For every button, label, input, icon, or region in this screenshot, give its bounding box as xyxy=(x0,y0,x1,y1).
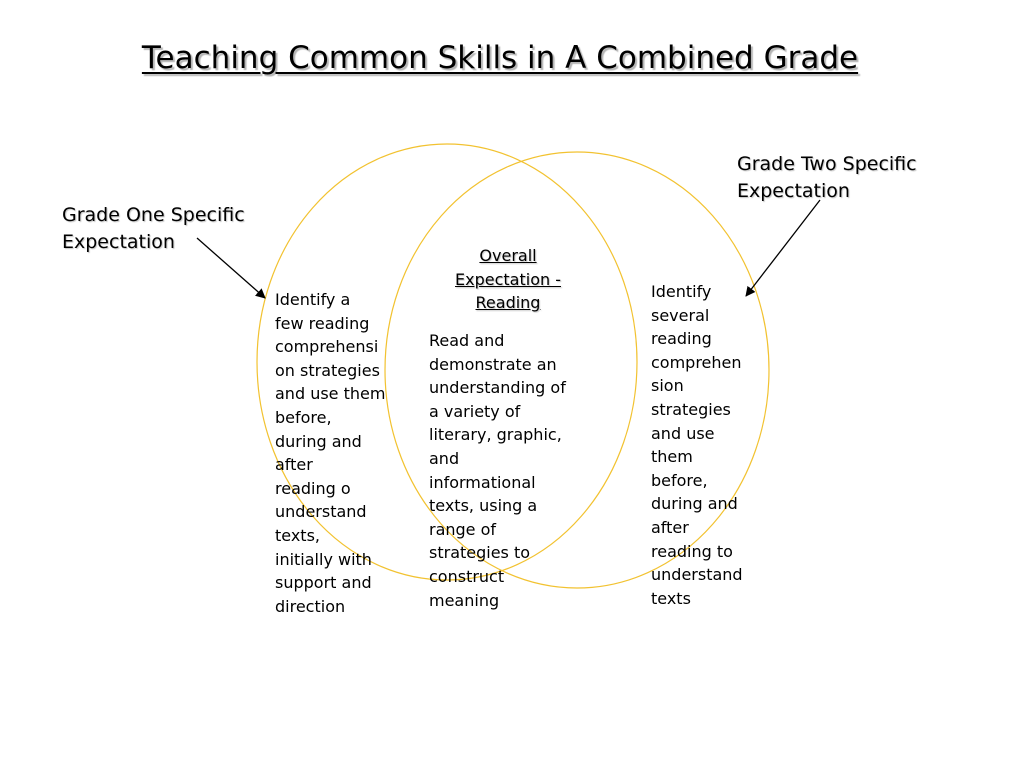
grade-one-label-line: Expectation xyxy=(62,231,175,253)
grade-two-label-line: Expectation xyxy=(737,180,850,202)
grade-two-expectation-text: Identify several reading comprehen sion strategies and use them before, during and after reading to understand texts xyxy=(651,282,743,608)
overall-expectation-heading: Overall Expectation - Reading xyxy=(455,246,561,313)
grade-one-label-line: Grade One Specific xyxy=(62,204,245,226)
grade-two-label-line: Grade Two Specific xyxy=(737,153,917,175)
overall-expectation-text: Read and demonstrate an understanding of a variety of literary, graphic, and informational texts, using a range of strategies to construct meaning xyxy=(429,331,566,610)
grade-two-label xyxy=(737,151,917,205)
grade-one-label xyxy=(62,202,245,256)
grade-one-expectation-text: Identify a few reading comprehensi on strategies and use them before, during and after reading o understand texts, initially with support and direction xyxy=(275,290,386,616)
slide-title: Teaching Common Skills in A Combined Grade xyxy=(141,40,859,76)
